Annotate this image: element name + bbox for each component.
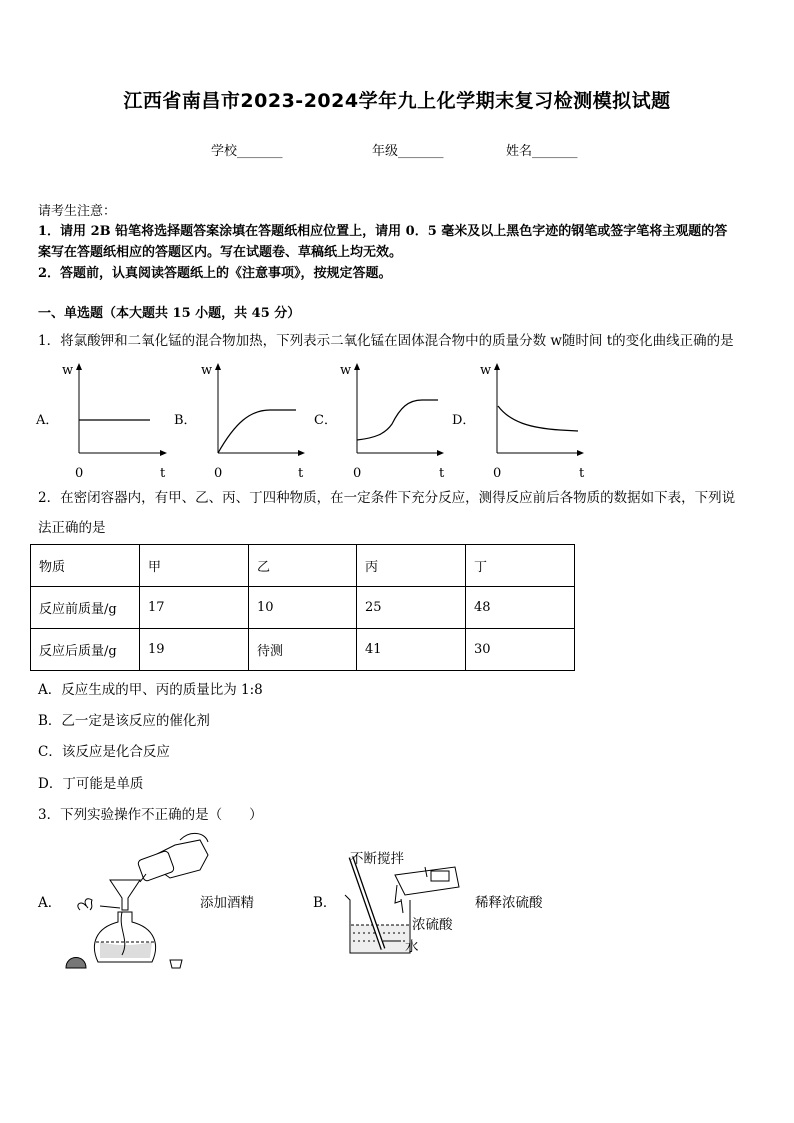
graph-a: [35, 363, 167, 481]
q3-option-a-caption: 添加酒精: [200, 895, 254, 911]
table-cell: 30: [466, 629, 575, 671]
q3-option-b-label: B．: [313, 895, 337, 911]
school-field: 学校_______: [211, 144, 283, 159]
q2-option-b: B．乙一定是该反应的催化剂: [38, 713, 210, 729]
q2-option-d: D．丁可能是单质: [38, 776, 144, 792]
graph-a-origin: 0: [75, 466, 84, 481]
table-cell: 丁: [466, 545, 575, 587]
graph-a-label: A．: [36, 413, 59, 428]
table-cell: 19: [140, 629, 249, 671]
notice-line-1a: 1．请用 2B 铅笔将选择题答案涂填在答题纸相应位置上，请用 0．5 毫米及以上黑色字迹的钢笔或签字笔将主观题的答: [38, 224, 728, 239]
table-cell: 甲: [140, 545, 249, 587]
graph-a-ylabel: w: [62, 363, 74, 378]
question-1-text: 1．将氯酸钾和二氧化锰的混合物加热，下列表示二氧化锰在固体混合物中的质量分数 w随时间 t的变化曲线正确的是: [38, 333, 734, 349]
table-row: [31, 629, 575, 671]
table-cell: 乙: [249, 545, 357, 587]
table-cell: 丙: [357, 545, 466, 587]
graph-b-origin: 0: [214, 466, 223, 481]
table-cell: 41: [357, 629, 466, 671]
graph-d-label: D．: [452, 413, 476, 428]
section-heading: 一、单选题（本大题共 15 小题，共 45 分）: [38, 306, 301, 321]
table-cell: 48: [466, 587, 575, 629]
grade-field: 年级_______: [372, 144, 444, 159]
table-cell: 25: [357, 587, 466, 629]
notice-line-1b: 案写在答题纸相应的答题区内。写在试题卷、草稿纸上均无效。: [38, 245, 403, 260]
table-cell: 17: [140, 587, 249, 629]
graph-c-xlabel: t: [439, 466, 445, 481]
reaction-data-table: [30, 544, 575, 671]
q2-option-a: A．反应生成的甲、丙的质量比为 1:8: [38, 682, 263, 698]
graph-c-curve: [357, 400, 438, 440]
question-2-text-line-1: 2．在密闭容器内，有甲、乙、丙、丁四种物质，在一定条件下充分反应，测得反应前后各物质的数据如下表，下列说: [38, 490, 736, 506]
notice-heading: 请考生注意：: [38, 204, 117, 219]
table-cell: 10: [249, 587, 357, 629]
table-cell: 待测: [249, 629, 357, 671]
graph-c-label: C．: [314, 413, 337, 428]
question-3-text: 3．下列实验操作不正确的是（ ）: [38, 807, 263, 823]
graph-c-origin: 0: [353, 466, 362, 481]
alcohol-lamp-illustration: [60, 830, 210, 975]
table-cell: 物质: [31, 545, 140, 587]
graph-b-ylabel: w: [201, 363, 213, 378]
graph-d-curve: [498, 406, 578, 431]
graph-d-ylabel: w: [480, 363, 492, 378]
graph-b-curve: [218, 410, 296, 453]
question-2-text-line-2: 法正确的是: [38, 520, 106, 536]
table-cell: 反应前质量/g: [31, 587, 140, 629]
q3-b-water-label: 水: [405, 939, 419, 955]
graph-b-xlabel: t: [298, 466, 304, 481]
page-title: 江西省南昌市2023-2024学年九上化学期末复习检测模拟试题: [123, 90, 671, 112]
table-cell: 反应后质量/g: [31, 629, 140, 671]
q3-option-b-caption: 稀释浓硫酸: [475, 895, 543, 911]
graph-c-ylabel: w: [340, 363, 352, 378]
graph-d-xlabel: t: [579, 466, 585, 481]
q3-option-a-label: A．: [38, 895, 62, 911]
graph-c: [314, 363, 445, 481]
q1-graphs: [30, 358, 600, 483]
name-field: 姓名_______: [506, 144, 578, 159]
q3-b-acid-label: 浓硫酸: [412, 917, 453, 933]
table-row: [31, 545, 575, 587]
graph-d-origin: 0: [493, 466, 502, 481]
graph-b-label: B．: [174, 413, 197, 428]
graph-a-xlabel: t: [160, 466, 166, 481]
notice-line-2: 2．答题前，认真阅读答题纸上的《注意事项》，按规定答题。: [38, 266, 392, 281]
q3-b-stir-label: 不断搅拌: [350, 851, 404, 867]
graph-d: [452, 363, 585, 481]
table-row: [31, 587, 575, 629]
q2-option-c: C．该反应是化合反应: [38, 744, 170, 760]
graph-b: [174, 363, 305, 481]
